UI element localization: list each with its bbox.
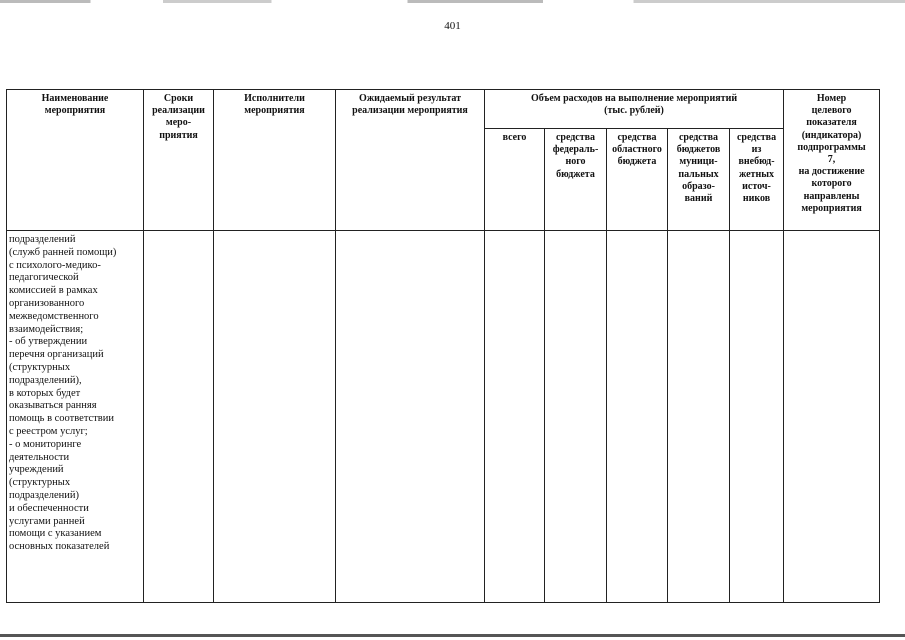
header-volume-group: Объем расходов на выполнение мероприятий (тыс. рублей) [485, 90, 784, 129]
header-executors: Исполнители мероприятия [214, 90, 336, 231]
cell-indicator [784, 231, 880, 603]
subheader-regional: средства областного бюджета [607, 129, 668, 231]
subheader-municipal: средства бюджетов муници- пальных образо- ваний [668, 129, 730, 231]
cell-total [485, 231, 545, 603]
cell-regional [607, 231, 668, 603]
header-row [7, 90, 880, 129]
scan-edge-top [0, 0, 905, 3]
cell-municipal [668, 231, 730, 603]
scan-edge-bottom [0, 634, 905, 637]
header-period: Сроки реализации меро- приятия [144, 90, 214, 231]
cell-federal [545, 231, 607, 603]
table-row [7, 231, 880, 603]
header-name: Наименование мероприятия [7, 90, 144, 231]
cell-period [144, 231, 214, 603]
subheader-extrabudget: средства из внебюд- жетных источ- ников [730, 129, 784, 231]
header-result: Ожидаемый результат реализации мероприятия [336, 90, 485, 231]
page-number: 401 [444, 20, 461, 32]
cell-extrabudget [730, 231, 784, 603]
cell-executors [214, 231, 336, 603]
activities-table [6, 89, 880, 603]
cell-result [336, 231, 485, 603]
header-indicator: Номер целевого показателя (индикатора) подпрограммы 7, на достижение которого направлены мероприятия [784, 90, 880, 231]
subheader-federal: средства федераль- ного бюджета [545, 129, 607, 231]
cell-name: подразделений (служб ранней помощи) с психолого-медико- педагогической комиссией в рамках организованного межведомственного взаимодействия; - об утверждении перечня организаций (структурных подразделений), в которых будет оказываться ранняя помощь в соответствии с реестром услуг; - о мониторинге деятельности учреждений (структурных подразделений) и обеспеченности услугами ранней помощи с указанием основных показателей [7, 231, 144, 603]
subheader-total: всего [485, 129, 545, 231]
